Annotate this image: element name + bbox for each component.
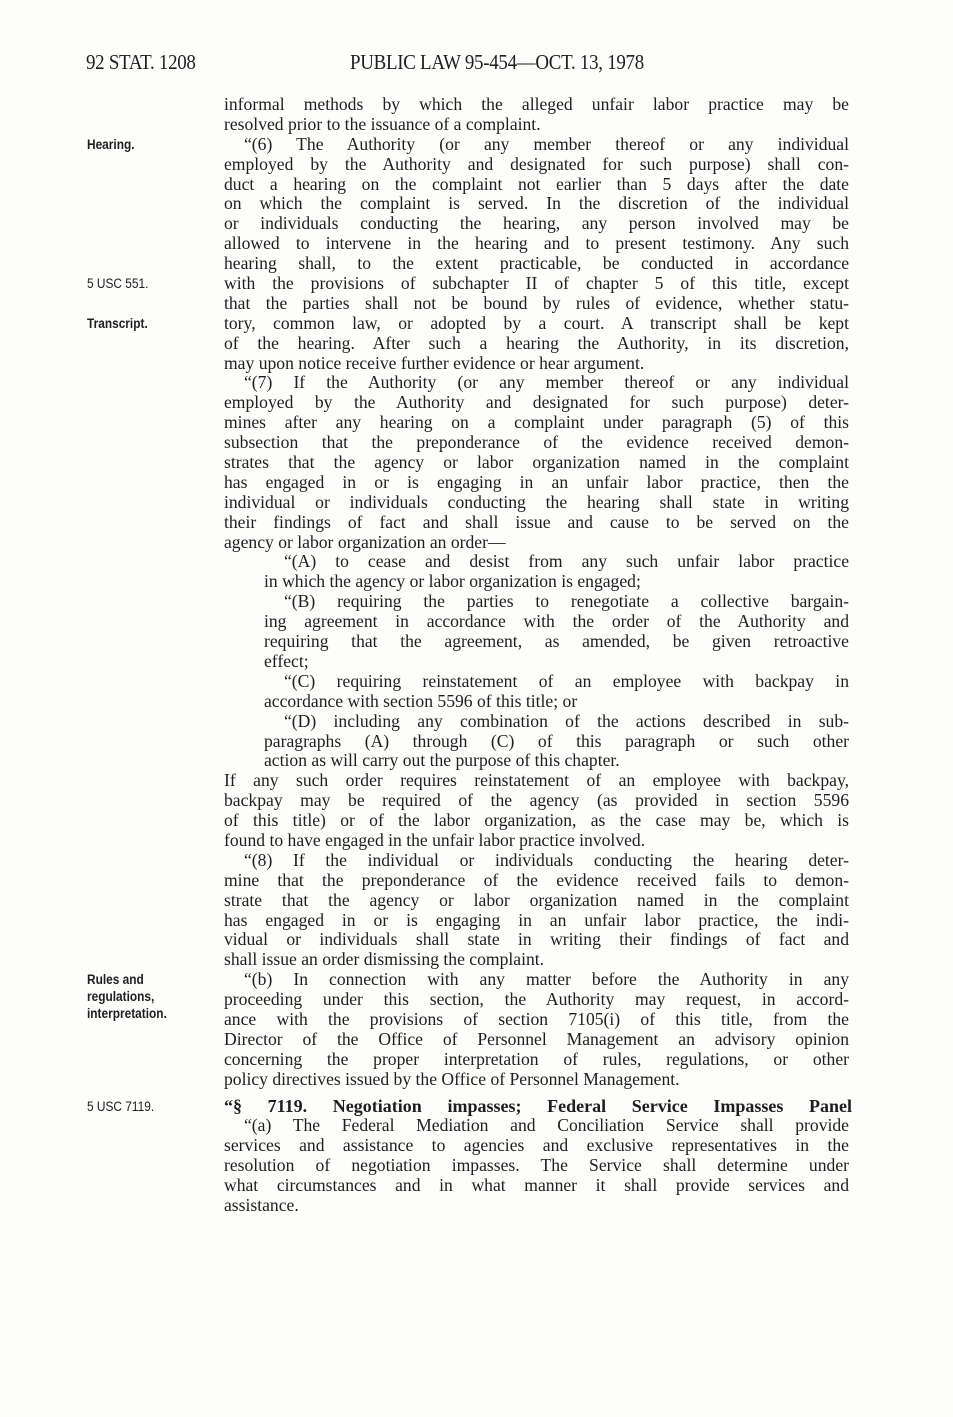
text-line (224, 1050, 849, 1070)
line-text: requiring that the agreement, as amended, be given retroactive (264, 631, 849, 652)
line-text: Director of the Office of Personnel Management an advisory opinion (224, 1028, 849, 1049)
text-line (224, 473, 849, 493)
text-line (224, 712, 849, 732)
line-text: tory, common law, or adopted by a court. A transcript shall be kept (224, 312, 849, 333)
line-text: shall issue an order dismissing the complaint. (224, 949, 545, 970)
margin-note: Rules and regulations, interpretation. (87, 972, 167, 1022)
text-line (224, 493, 849, 513)
line-text: individual or individuals conducting the hearing shall state in writing (224, 491, 849, 512)
text-line (87, 133, 849, 155)
line-text: services and assistance to agencies and exclusive representatives in the (224, 1135, 849, 1156)
line-text: “(8) If the individual or individuals conducting the hearing deter- (244, 849, 849, 870)
text-line (224, 95, 849, 115)
text-line (224, 751, 849, 771)
text-line (224, 612, 849, 632)
line-text: “(D) including any combination of the actions described in sub- (284, 710, 849, 731)
line-text: on which the complaint is served. In the discretion of the individual (224, 193, 849, 214)
line-text: “(B) requiring the parties to renegotiate a collective bargain- (284, 591, 849, 612)
text-line (224, 155, 849, 175)
margin-note: 5 USC 551. (87, 276, 149, 292)
text-line (224, 592, 849, 612)
text-line (87, 273, 849, 294)
text-line (224, 871, 849, 891)
margin-note: Transcript. (87, 315, 148, 331)
line-text: of this title) or of the labor organization, as the case may be, which is (224, 810, 849, 831)
document-body (87, 94, 852, 1216)
running-header-title: PUBLIC LAW 95-454—OCT. 13, 1978 (350, 50, 644, 74)
text-line (224, 413, 849, 433)
line-text: If any such order requires reinstatement of an employee with backpay, (224, 770, 849, 791)
line-text: “(C) requiring reinstatement of an employee with backpay in (284, 670, 849, 691)
text-line (224, 433, 849, 453)
line-text: of the hearing. After such a hearing the Authority, in its discretion, (224, 332, 849, 353)
text-line (224, 453, 849, 473)
text-line (224, 294, 849, 314)
text-line (224, 194, 849, 214)
line-text: mine that the preponderance of the evidence received fails to demon- (224, 869, 849, 890)
line-text: vidual or individuals shall state in writing their findings of fact and (224, 929, 849, 950)
line-text: ance with the provisions of section 7105(i) of this title, from the (224, 1008, 849, 1029)
line-text: has engaged in or is engaging in an unfair labor practice, then the (224, 471, 849, 492)
text-line (224, 1176, 849, 1196)
text-line (224, 1070, 849, 1090)
line-text: subsection that the preponderance of the evidence received demon- (224, 432, 849, 453)
text-line (224, 930, 849, 950)
line-text: backpay may be required of the agency (as provided in section 5596 (224, 790, 849, 811)
text-line (224, 692, 849, 712)
text-line (224, 354, 849, 374)
text-line (224, 572, 849, 592)
text-line (224, 393, 849, 413)
line-text: hearing shall, to the extent practicable, be conducted in accordance (224, 253, 849, 274)
margin-note: Hearing. (87, 136, 135, 152)
text-line (224, 990, 849, 1010)
line-text: ing agreement in accordance with the order of the Authority and (264, 611, 849, 632)
line-text: accordance with section 5596 of this title; or (264, 690, 578, 711)
text-line (224, 175, 849, 195)
text-line (224, 1116, 849, 1136)
text-line (224, 891, 849, 911)
text-line (224, 732, 849, 752)
text-line (87, 312, 849, 334)
text-line (224, 533, 849, 553)
line-text: employed by the Authority and designated for such purpose) deter- (224, 392, 849, 413)
text-line (224, 214, 849, 234)
line-text: resolved prior to the issuance of a complaint. (224, 113, 541, 134)
text-line (224, 1156, 849, 1176)
line-text: action as will carry out the purpose of this chapter. (264, 750, 620, 771)
section-heading (87, 1095, 852, 1117)
text-line (224, 1136, 849, 1156)
text-line (224, 652, 849, 672)
text-line (224, 234, 849, 254)
line-text: paragraphs (A) through (C) of this paragraph or such other (264, 730, 849, 751)
text-line (224, 513, 849, 533)
line-text: has engaged in or is engaging in an unfair labor practice, the indi- (224, 909, 849, 930)
line-text: with the provisions of subchapter II of chapter 5 of this title, except (224, 273, 849, 294)
line-text: “(b) In connection with any matter before the Authority in any (244, 969, 849, 990)
line-text: proceeding under this section, the Authority may request, in accord- (224, 989, 849, 1010)
line-text: “(A) to cease and desist from any such unfair labor practice (284, 551, 849, 572)
line-text: strate that the agency or labor organization named in the complaint (224, 889, 849, 910)
text-line (224, 791, 849, 811)
text-line (224, 334, 849, 354)
text-line (224, 1030, 849, 1050)
line-text: allowed to intervene in the hearing and to present testimony. Any such (224, 233, 849, 254)
line-text: informal methods by which the alleged unfair labor practice may be (224, 94, 849, 114)
line-text: in which the agency or labor organization is engaged; (264, 571, 641, 592)
line-text: employed by the Authority and designated for such purpose) shall con- (224, 153, 849, 174)
text-line (224, 672, 849, 692)
text-line (224, 552, 849, 572)
text-line (224, 1010, 849, 1030)
line-text: mines after any hearing on a complaint under paragraph (5) of this (224, 412, 849, 433)
text-line (224, 911, 849, 931)
line-text: what circumstances and in what manner it shall provide services and (224, 1175, 849, 1196)
text-line (224, 811, 849, 831)
line-text: their findings of fact and shall issue and cause to be served on the (224, 511, 849, 532)
line-text: policy directives issued by the Office of Personnel Management. (224, 1068, 680, 1089)
text-line (224, 851, 849, 871)
line-text: assistance. (224, 1194, 299, 1215)
line-text: duct a hearing on the complaint not earlier than 5 days after the date (224, 173, 849, 194)
line-text: agency or labor organization an order— (224, 531, 506, 552)
text-line (224, 254, 849, 274)
text-line (224, 1196, 849, 1216)
text-line (224, 373, 849, 393)
line-text: “(7) If the Authority (or any member thereof or any individual (244, 372, 849, 393)
line-text: concerning the proper interpretation of rules, regulations, or other (224, 1048, 849, 1069)
line-text: resolution of negotiation impasses. The Service shall determine under (224, 1155, 849, 1176)
line-text: “§ 7119. Negotiation impasses; Federal Service Impasses Panel (224, 1095, 852, 1116)
line-text: “(a) The Federal Mediation and Conciliation Service shall provide (244, 1115, 849, 1136)
text-line (224, 115, 849, 135)
margin-note: 5 USC 7119. (87, 1098, 155, 1114)
line-text: that the parties shall not be bound by rules of evidence, whether statu- (224, 292, 849, 313)
line-text: may upon notice receive further evidence or hear argument. (224, 352, 645, 373)
line-text: “(6) The Authority (or any member thereof or any individual (244, 133, 849, 154)
line-text: strates that the agency or labor organization named in the complaint (224, 452, 849, 473)
text-line (224, 771, 849, 791)
text-line (224, 950, 849, 970)
line-text: or individuals conducting the hearing, any person involved may be (224, 213, 849, 234)
text-line (224, 632, 849, 652)
text-line (224, 831, 849, 851)
line-text: found to have engaged in the unfair labor practice involved. (224, 829, 646, 850)
line-text: effect; (264, 650, 309, 671)
statute-page-number: 92 STAT. 1208 (86, 50, 196, 74)
